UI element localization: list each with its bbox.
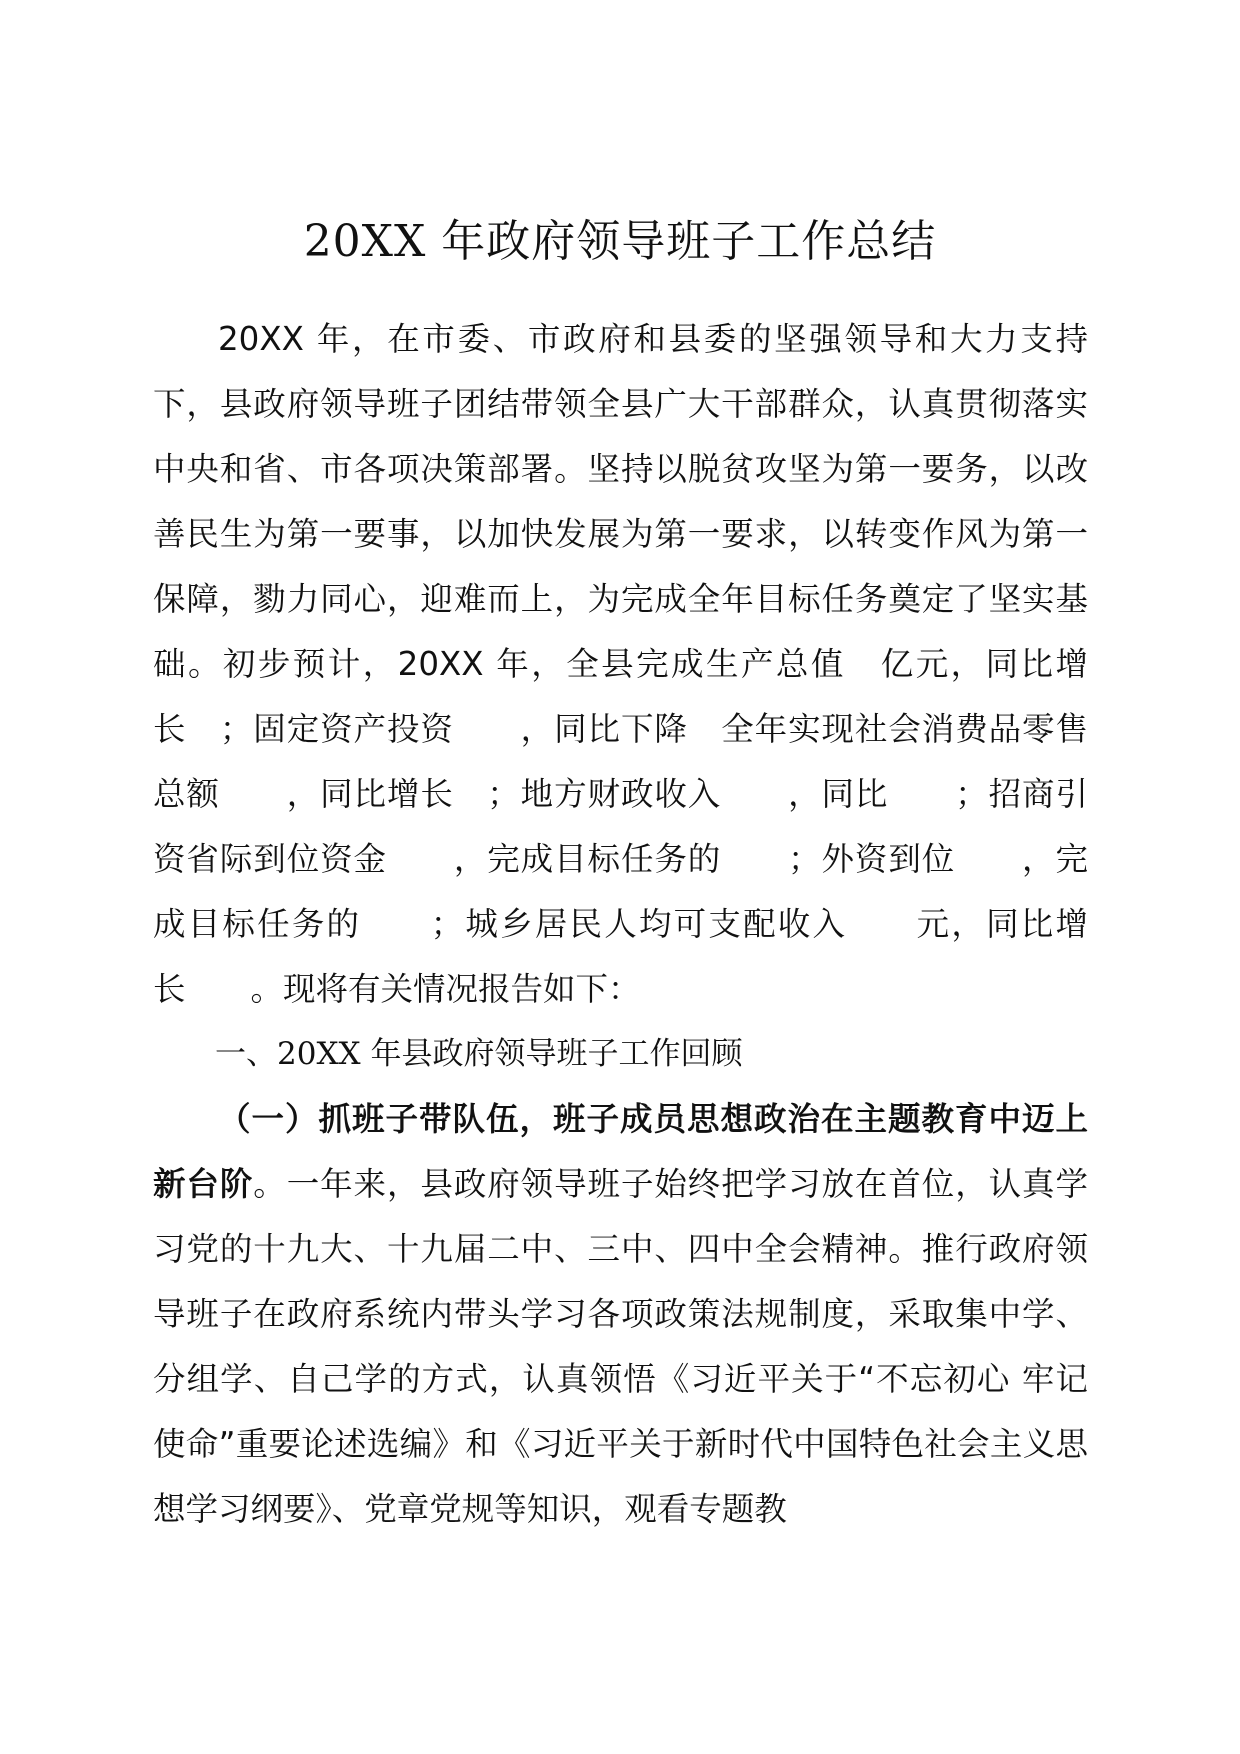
intro-paragraph: 20XX 年，在市委、市政府和县委的坚强领导和大力支持下，县政府领导班子团结带领全县广大干部群众，认真贯彻落实中央和省、市各项决策部署。坚持以脱贫攻坚为第一要务，以改善民生为第一要事，以加快发展为第一要求，以转变作风为第一保障，勠力同心，迎难而上，为完成全年目标任务奠定了坚实基础。初步预计，20XX 年，全县完成生产总值 亿元，同比增长 ；固定资产投资 ，同比下降 全年实现社会消费品零售总额 ，同比增长 ；地方财政收入 ，同比 ；招商引资省际到位资金 ，完成目标任务的 ；外资到位 ，完成目标任务的 ；城乡居民人均可支配收入 元，同比增长 。现将有关情况报告如下：	[153, 320, 1088, 1008]
subsection-paragraph	[153, 1087, 1088, 1542]
document-title: 20XX 年政府领导班子工作总结	[303, 216, 937, 267]
section-heading: 一、20XX 年县政府领导班子工作回顾	[215, 1036, 743, 1072]
subsection-body: 。一年来，县政府领导班子始终把学习放在首位，认真学习党的十九大、十九届二中、三中、四中全会精神。推行政府领导班子在政府系统内带头学习各项政策法规制度，采取集中学、分组学、自己学的方式，认真领悟《习近平关于“不忘初心 牢记使命”重要论述选编》和《习近平关于新时代中国特色社会主义思想学习纲要》、党章党规等知识，观看专题教	[153, 1165, 1088, 1528]
subsection-lead: （一）抓班子带队伍，班子成员思想政治在主题教育中迈上新台阶	[153, 1100, 1088, 1203]
